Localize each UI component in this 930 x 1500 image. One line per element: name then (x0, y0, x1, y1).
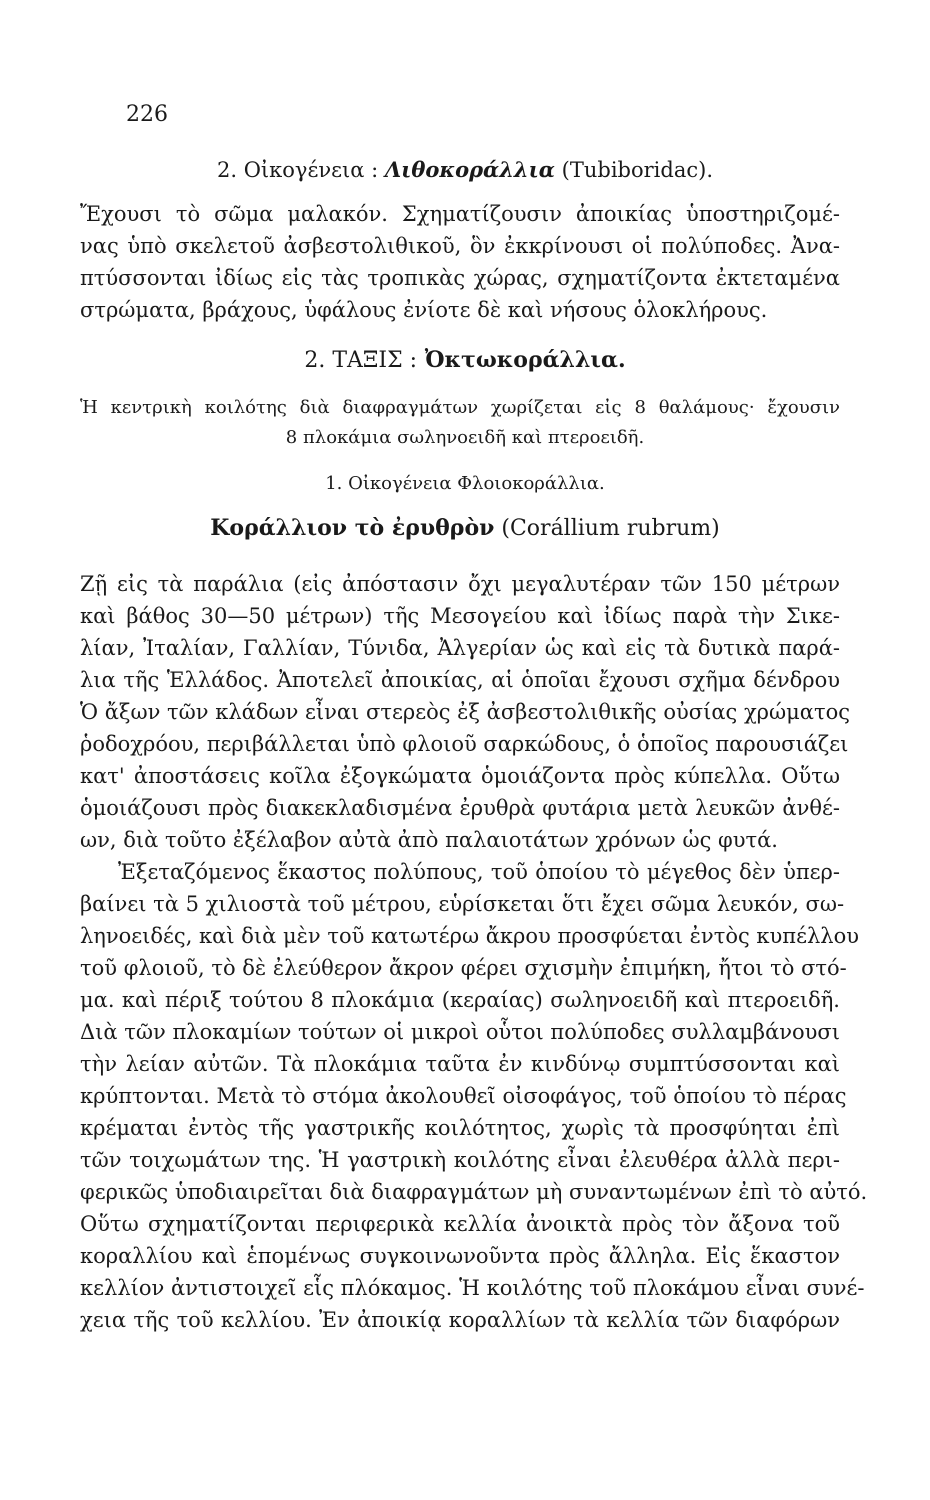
paragraph-3-line: βαίνει τὰ 5 χιλιοστὰ τοῦ μέτρου, εὑρίσκεται ὅτι ἔχει σῶμα λευκόν, σω- (80, 892, 845, 916)
family-heading-1 (0, 156, 930, 184)
paragraph-2-line: λίαν, Ἰταλίαν, Γαλλίαν, Τύνιδα, Ἀλγερίαν ὡς καὶ εἰς τὰ δυτικὰ παρά- (80, 636, 840, 660)
paragraph-3-line: ληνοειδές, καὶ διὰ μὲν τοῦ κατωτέρω ἄκρου προσφύεται ἐντὸς κυπέλλου (80, 924, 859, 948)
paragraph-2-line: λια τῆς Ἑλλάδος. Ἀποτελεῖ ἀποικίας, αἱ ὁποῖαι ἔχουσι σχῆμα δένδρου (80, 668, 840, 692)
species-heading-name: Κοράλλιον τὸ ἐρυθρὸν (210, 515, 495, 541)
order-description-line: 8 πλοκάμια σωληνοειδῆ καὶ πτεροειδῆ. (285, 427, 645, 448)
paragraph-3-line: Οὕτω σχηματίζονται περιφερικὰ κελλία ἀνοικτὰ πρὸς τὸν ἄξονα τοῦ (80, 1212, 840, 1236)
page-number: 226 (126, 102, 168, 127)
paragraph-1-line: πτύσσονται ἰδίως εἰς τὰς τροπικὰς χώρας, σχηματίζοντα ἐκτεταμένα (80, 266, 840, 290)
paragraph-1-line: στρώματα, βράχους, ὑφάλους ἐνίοτε δὲ καὶ νήσους ὁλοκλήρους. (80, 298, 768, 322)
order-heading-prefix: 2. ΤΑΞΙΣ : (304, 348, 418, 373)
paragraph-3-line: Διὰ τῶν πλοκαμίων τούτων οἱ μικροὶ οὗτοι πολύποδες συλλαμβάνουσι (80, 1020, 840, 1044)
paragraph-3-line: κρέμαται ἐντὸς τῆς γαστρικῆς κοιλότητος, χωρὶς τὰ προσφύηται ἐπὶ (80, 1116, 840, 1140)
family-heading-2: 1. Οἰκογένεια Φλοιοκοράλλια. (325, 473, 605, 494)
order-heading (0, 346, 930, 375)
family-heading-1-latin: (Tubiboridac). (561, 158, 713, 182)
paragraph-1-line: Ἔχουσι τὸ σῶμα μαλακόν. Σχηματίζουσιν ἀποικίας ὑποστηριζομέ- (80, 202, 840, 226)
paragraph-3-line: κρύπτονται. Μετὰ τὸ στόμα ἀκολουθεῖ οἰσοφάγος, τοῦ ὁποίου τὸ πέρας (80, 1084, 847, 1108)
paragraph-2-line: Ζῇ εἰς τὰ παράλια (εἰς ἀπόστασιν ὄχι μεγαλυτέραν τῶν 150 μέτρων (80, 572, 840, 596)
paragraph-3-line: χεια τῆς τοῦ κελλίου. Ἐν ἀποικίᾳ κοραλλίων τὰ κελλία τῶν διαφόρων (80, 1308, 840, 1332)
paragraph-2-line: ὁμοιάζουσι πρὸς διακεκλαδισμένα ἐρυθρὰ φυτάρια μετὰ λευκῶν ἀνθέ- (80, 796, 840, 820)
paragraph-3-line: φερικῶς ὑποδιαιρεῖται διὰ διαφραγμάτων μὴ συναντωμένων ἐπὶ τὸ αὐτό. (80, 1180, 868, 1204)
paragraph-2-line: ων, διὰ τοῦτο ἐξέλαβον αὐτὰ ἀπὸ παλαιοτάτων χρόνων ὡς φυτά. (80, 828, 778, 852)
paragraph-3-line: κοραλλίου καὶ ἑπομένως συγκοινωνοῦντα πρὸς ἄλληλα. Εἰς ἕκαστον (80, 1244, 840, 1268)
paragraph-3-line: Ἐξεταζόμενος ἕκαστος πολύπους, τοῦ ὁποίου τὸ μέγεθος δὲν ὑπερ- (118, 860, 840, 884)
species-heading-latin: (Corállium rubrum) (501, 516, 720, 541)
order-heading-name: Ὀκτωκοράλλια. (424, 347, 626, 373)
paragraph-3-line: κελλίον ἀντιστοιχεῖ εἷς πλόκαμος. Ἡ κοιλότης τοῦ πλοκάμου εἶναι συνέ- (80, 1276, 865, 1300)
order-description-line: Ἡ κεντρικὴ κοιλότης διὰ διαφραγμάτων χωρίζεται εἰς 8 θαλάμους· ἔχουσιν (80, 397, 840, 418)
paragraph-3-line: τὴν λείαν αὐτῶν. Τὰ πλοκάμια ταῦτα ἐν κινδύνῳ συμπτύσσονται καὶ (80, 1052, 840, 1076)
paragraph-3-line: τῶν τοιχωμάτων της. Ἡ γαστρικὴ κοιλότης εἶναι ἐλευθέρα ἀλλὰ περι- (80, 1148, 840, 1172)
paragraph-1-line: νας ὑπὸ σκελετοῦ ἀσβεστολιθικοῦ, ὃν ἐκκρίνουσι οἱ πολύποδες. Ἀνα- (80, 234, 840, 258)
paragraph-2-line: Ὁ ἄξων τῶν κλάδων εἶναι στερεὸς ἐξ ἀσβεστολιθικῆς οὐσίας χρώματος (80, 700, 850, 724)
species-heading (0, 514, 930, 543)
family-heading-1-name: Λιθοκοράλλια (384, 157, 555, 182)
family-heading-1-prefix: 2. Οἰκογένεια : (217, 158, 379, 182)
paragraph-2-line: κατ' ἀποστάσεις κοῖλα ἐξογκώματα ὁμοιάζοντα πρὸς κύπελλα. Οὕτω (80, 764, 840, 788)
paragraph-2-line: καὶ βάθος 30—50 μέτρων) τῆς Μεσογείου καὶ ἰδίως παρὰ τὴν Σικε- (80, 604, 840, 628)
paragraph-3-line: μα. καὶ πέριξ τούτου 8 πλοκάμια (κεραίας) σωληνοειδῆ καὶ πτεροειδῆ. (80, 988, 840, 1012)
paragraph-3-line: τοῦ φλοιοῦ, τὸ δὲ ἐλεύθερον ἄκρον φέρει σχισμὴν ἐπιμήκη, ἤτοι τὸ στό- (80, 956, 847, 980)
paragraph-2-line: ῥοδοχρόου, περιβάλλεται ὑπὸ φλοιοῦ σαρκώδους, ὁ ὁποῖος παρουσιάζει (80, 732, 849, 756)
